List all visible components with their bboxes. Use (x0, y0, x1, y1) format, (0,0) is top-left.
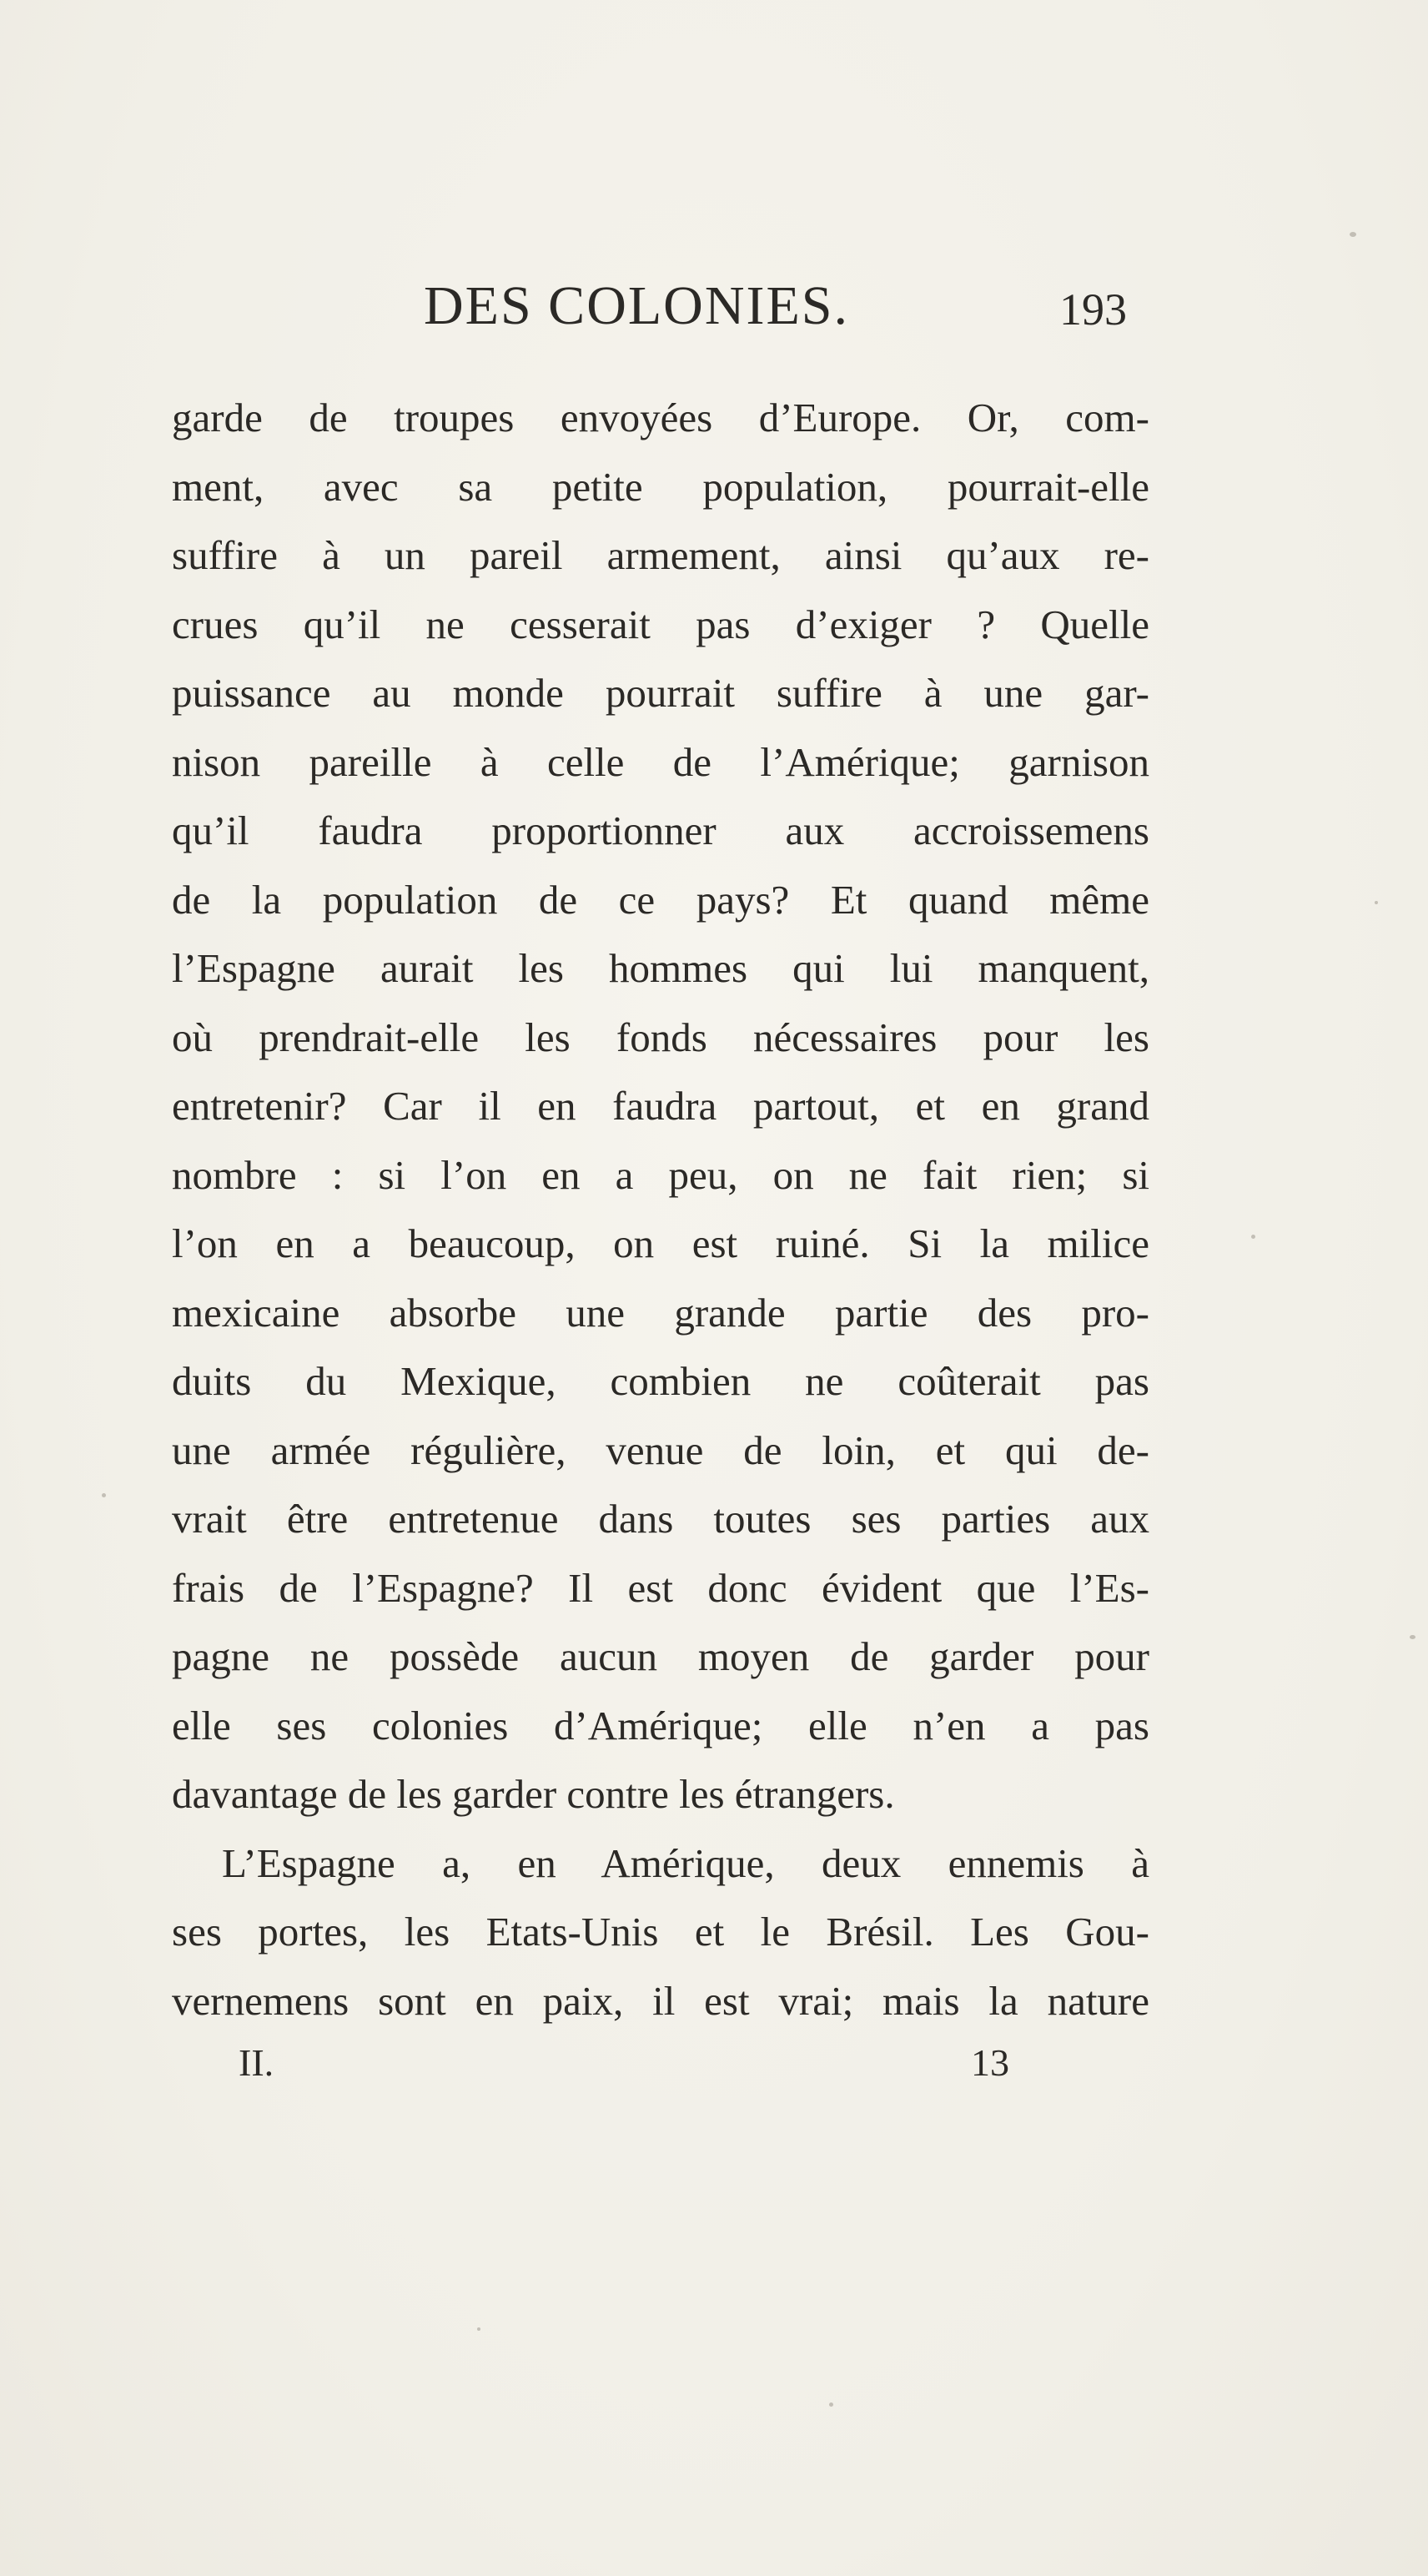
page-footer (0, 2034, 1428, 2092)
page-number: 193 (1059, 284, 1127, 335)
text-line: duits du Mexique, combien ne coûterait pas (172, 1358, 1149, 1404)
text-line: pagne ne possède aucun moyen de garder pour (172, 1633, 1149, 1679)
text-line: suffire à un pareil armement, ainsi qu’aux re- (172, 532, 1149, 578)
text-line: l’on en a beaucoup, on est ruiné. Si la milice (172, 1220, 1149, 1266)
text-line: ment, avec sa petite population, pourrait-elle (172, 463, 1149, 510)
paper-speck (477, 2327, 480, 2331)
text-line: qu’il faudra proportionner aux accroissemens (172, 808, 1149, 853)
text-line: elle ses colonies d’Amérique; elle n’en a pas (172, 1702, 1149, 1748)
text-line: vernemens sont en paix, il est vrai; mais la nature (172, 1977, 1149, 2024)
paper-speck (1375, 901, 1378, 904)
paper-speck (102, 1493, 106, 1497)
paper-speck (1251, 1235, 1255, 1239)
text-line: mexicaine absorbe une grande partie des pro- (172, 1289, 1149, 1336)
paragraph-end-line: davantage de les garder contre les étrangers. (172, 1771, 895, 1817)
text-line: nison pareille à celle de l’Amérique; garnison (172, 738, 1149, 785)
page-header (0, 269, 1428, 344)
paper-speck (1410, 1635, 1415, 1639)
text-line: l’Espagne aurait les hommes qui lui manquent, (172, 945, 1149, 991)
text-line: de la population de ce pays? Et quand même (172, 876, 1149, 923)
paper-speck (829, 2402, 833, 2407)
text-line: ses portes, les Etats-Unis et le Brésil. Les Gou- (172, 1909, 1149, 1955)
sheet-number: 13 (971, 2041, 1009, 2084)
text-line: garde de troupes envoyées d’Europe. Or, com- (172, 395, 1149, 440)
signature-mark: II. (239, 2041, 274, 2084)
text-line: entretenir? Car il en faudra partout, et en grand (172, 1083, 1149, 1129)
text-line: vrait être entretenue dans toutes ses parties aux (172, 1496, 1149, 1542)
paper-speck (1350, 232, 1356, 237)
paragraph-start-line: L’Espagne a, en Amérique, deux ennemis à (222, 1839, 1149, 1886)
body-text (172, 384, 1149, 2035)
text-line: une armée régulière, venue de loin, et qui de- (172, 1426, 1149, 1473)
running-title: DES COLONIES. (424, 275, 850, 336)
text-line: crues qu’il ne cesserait pas d’exiger ? Quelle (172, 601, 1149, 647)
text-line: puissance au monde pourrait suffire à une gar- (172, 670, 1149, 716)
text-line: nombre : si l’on en a peu, on ne fait rien; si (172, 1151, 1149, 1198)
text-line: frais de l’Espagne? Il est donc évident que l’Es- (172, 1564, 1149, 1611)
text-line: où prendrait-elle les fonds nécessaires pour les (172, 1014, 1149, 1060)
